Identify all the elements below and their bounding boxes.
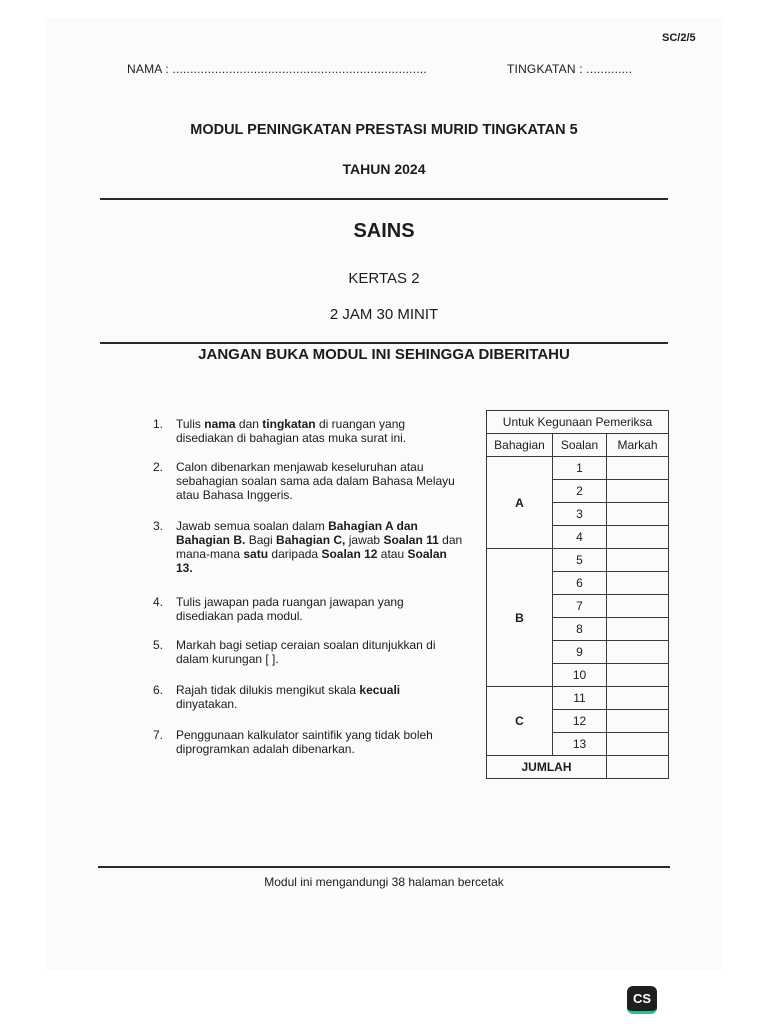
mark-cell[interactable] [607,618,669,641]
paper-number: KERTAS 2 [348,270,420,287]
instruction-text: Tulis jawapan pada ruangan jawapan yang disediakan pada modul. [176,595,404,623]
module-year: TAHUN 2024 [342,161,426,177]
question-number-cell: 2 [553,480,607,503]
table-row [487,687,669,710]
mark-cell[interactable] [607,664,669,687]
mark-cell[interactable] [607,733,669,756]
instruction-text: Rajah tidak dilukis mengikut skala kecuali dinyatakan. [176,683,401,711]
instruction-text: Penggunaan kalkulator saintifik yang tidak boleh diprogramkan adalah dibenarkan. [176,728,433,756]
question-number-cell: 1 [553,457,607,480]
instruction-number: 6. [153,683,164,697]
divider-middle [100,342,668,344]
divider-top [100,198,668,200]
question-number-cell: 9 [553,641,607,664]
table-header-cell: Bahagian [487,434,553,457]
name-field-label: NAMA : ........................................................................ [127,62,427,76]
mark-cell[interactable] [607,480,669,503]
question-number-cell: 6 [553,572,607,595]
instruction-text: Jawab semua soalan dalam Bahagian A dan Bahagian B. Bagi Bahagian C, jawab Soalan 11 dan mana-mana satu daripada Soalan 12 atau Soalan 13. [176,519,463,575]
total-mark-cell[interactable] [607,756,669,779]
exam-duration: 2 JAM 30 MINIT [329,306,439,323]
instruction-number: 2. [153,460,164,474]
question-number-cell: 11 [553,687,607,710]
question-number-cell: 4 [553,526,607,549]
instruction-number: 4. [153,595,164,609]
section-cell: B [487,549,553,687]
instruction-number: 1. [153,417,164,431]
divider-bottom [98,866,670,868]
page-count-note: Modul ini mengandungi 38 halaman bercetak [264,875,504,889]
question-number-cell: 13 [553,733,607,756]
question-number-cell: 12 [553,710,607,733]
subject-title: SAINS [353,220,415,242]
mark-cell[interactable] [607,503,669,526]
table-caption: Untuk Kegunaan Pemeriksa [487,411,669,434]
mark-cell[interactable] [607,526,669,549]
module-title: MODUL PENINGKATAN PRESTASI MURID TINGKATAN 5 [190,122,578,138]
total-label-cell: JUMLAH [487,756,607,779]
table-header-cell: Soalan [553,434,607,457]
mark-cell[interactable] [607,641,669,664]
section-cell: A [487,457,553,549]
instruction-number: 5. [153,638,164,652]
question-number-cell: 8 [553,618,607,641]
table-header-cell: Markah [607,434,669,457]
warning-notice: JANGAN BUKA MODUL INI SEHINGGA DIBERITAHU [198,346,570,363]
examiner-marks-table [486,410,669,779]
mark-cell[interactable] [607,687,669,710]
mark-cell[interactable] [607,595,669,618]
mark-cell[interactable] [607,710,669,733]
table-row [487,549,669,572]
instruction-text: Markah bagi setiap ceraian soalan ditunjukkan di dalam kurungan [ ]. [176,638,436,666]
question-number-cell: 5 [553,549,607,572]
mark-cell[interactable] [607,549,669,572]
mark-cell[interactable] [607,457,669,480]
paper-code: SC/2/5 [662,32,696,44]
camscanner-badge-icon: CS [627,986,657,1014]
instruction-text: Calon dibenarkan menjawab keseluruhan atau sebahagian soalan sama ada dalam Bahasa Melayu atau Bahasa Inggeris. [176,460,455,502]
instruction-text: Tulis nama dan tingkatan di ruangan yang disediakan di bahagian atas muka surat ini. [176,417,407,445]
question-number-cell: 3 [553,503,607,526]
section-cell: C [487,687,553,756]
question-number-cell: 7 [553,595,607,618]
question-number-cell: 10 [553,664,607,687]
mark-cell[interactable] [607,572,669,595]
instruction-number: 7. [153,728,164,742]
form-field-label: TINGKATAN : ............. [507,62,633,76]
table-row [487,457,669,480]
instruction-number: 3. [153,519,164,533]
